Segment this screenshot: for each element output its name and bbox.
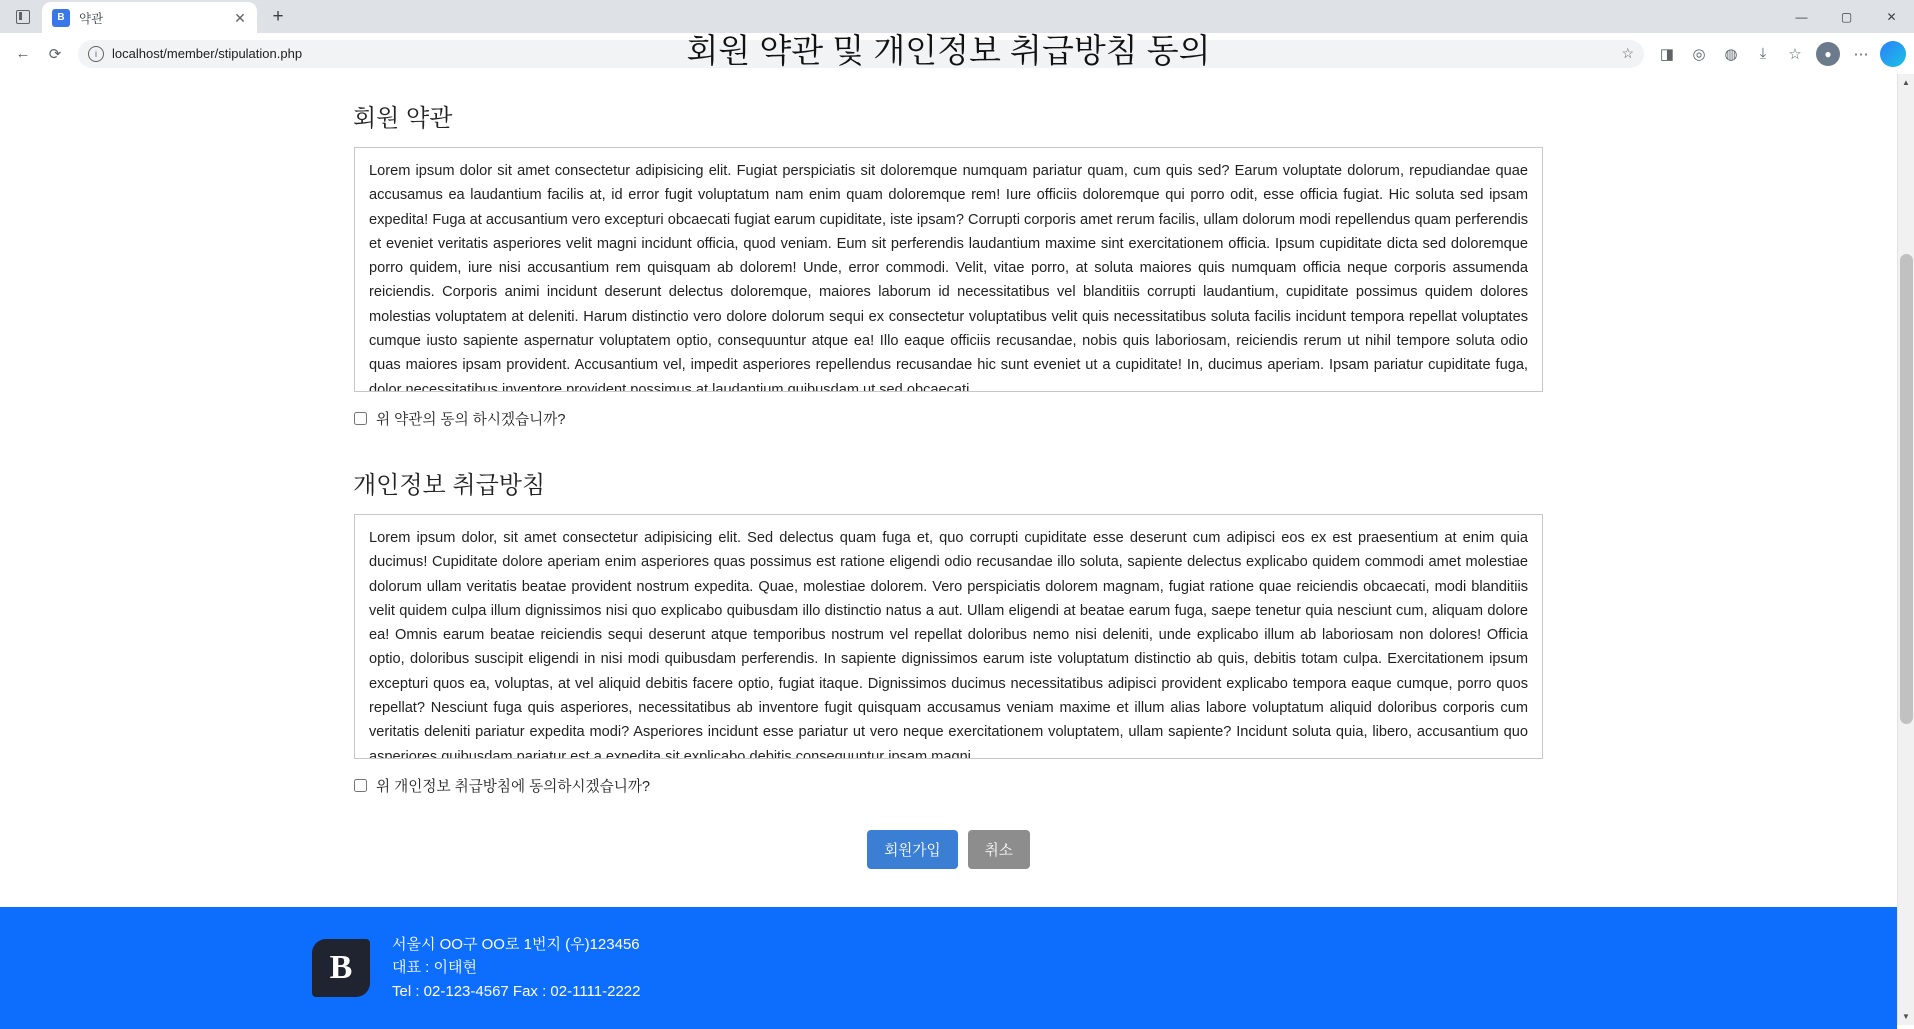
web-page xyxy=(0,26,1897,1029)
page-scrollbar[interactable] xyxy=(1897,74,1914,1025)
maximize-button[interactable]: ▢ xyxy=(1840,9,1853,24)
signup-button[interactable]: 회원가입 xyxy=(867,830,957,869)
scroll-up-arrow-icon[interactable]: ▲ xyxy=(1902,78,1910,87)
footer-logo-icon xyxy=(312,939,370,997)
privacy-agree-checkbox[interactable] xyxy=(354,779,367,792)
address-bar-url: localhost/member/stipulation.php xyxy=(112,46,303,61)
site-info-icon[interactable]: i xyxy=(88,46,104,62)
browser-essentials-icon[interactable]: ◍ xyxy=(1724,45,1738,63)
terms-agree-checkbox[interactable] xyxy=(354,412,367,425)
site-footer xyxy=(0,907,1897,1029)
terms-textarea[interactable] xyxy=(354,147,1543,392)
footer-info xyxy=(392,933,641,1004)
privacy-textarea[interactable] xyxy=(354,514,1543,759)
avatar-glyph: ● xyxy=(1824,46,1832,61)
reload-icon[interactable]: ⟳ xyxy=(48,45,62,63)
footer-address: 서울시 OO구 OO로 1번지 (우)123456 xyxy=(392,935,640,953)
new-tab-button[interactable]: + xyxy=(272,6,284,27)
bookmark-star-icon[interactable]: ☆ xyxy=(1621,45,1634,61)
footer-logo-letter: B xyxy=(329,949,353,986)
terms-agree-row xyxy=(354,408,1596,429)
close-window-button[interactable]: ✕ xyxy=(1886,9,1897,24)
scrollbar-thumb[interactable] xyxy=(1900,254,1913,724)
cancel-button[interactable]: 취소 xyxy=(968,830,1030,869)
tab-favicon: B xyxy=(52,9,70,27)
minimize-button[interactable]: — xyxy=(1795,9,1808,24)
settings-and-more-icon[interactable]: ⋯ xyxy=(1853,45,1869,63)
favorites-icon[interactable]: ☆ xyxy=(1788,45,1802,63)
scroll-down-arrow-icon[interactable]: ▼ xyxy=(1902,1012,1910,1021)
tab-title: 약관 xyxy=(79,11,104,26)
terms-agree-label: 위 약관의 동의 하시겠습니까? xyxy=(376,412,566,428)
page-content xyxy=(301,26,1596,869)
privacy-agree-row xyxy=(354,775,1596,796)
section-title-terms: 회원 약관 xyxy=(353,105,453,132)
privacy-agree-label: 위 개인정보 취급방침에 동의하시겠습니까? xyxy=(376,779,651,795)
back-icon[interactable]: ← xyxy=(15,45,31,62)
tab-close-icon[interactable]: ✕ xyxy=(234,9,246,26)
downloads-icon[interactable]: ⤓ xyxy=(1759,45,1767,62)
page-title: 회원 약관 및 개인정보 취급방침 동의 xyxy=(686,32,1211,69)
form-actions xyxy=(301,830,1596,869)
privacy-textarea-wrap xyxy=(354,514,1543,764)
terms-textarea-wrap xyxy=(354,147,1543,397)
footer-contact: Tel : 02-123-4567 Fax : 02-1111-2222 xyxy=(392,982,641,1000)
tracking-prevention-icon[interactable]: ◎ xyxy=(1692,45,1706,63)
section-title-privacy: 개인정보 취급방침 xyxy=(353,472,546,499)
footer-ceo: 대표 : 이태현 xyxy=(392,959,477,977)
split-screen-icon[interactable]: ◨ xyxy=(1659,45,1675,63)
